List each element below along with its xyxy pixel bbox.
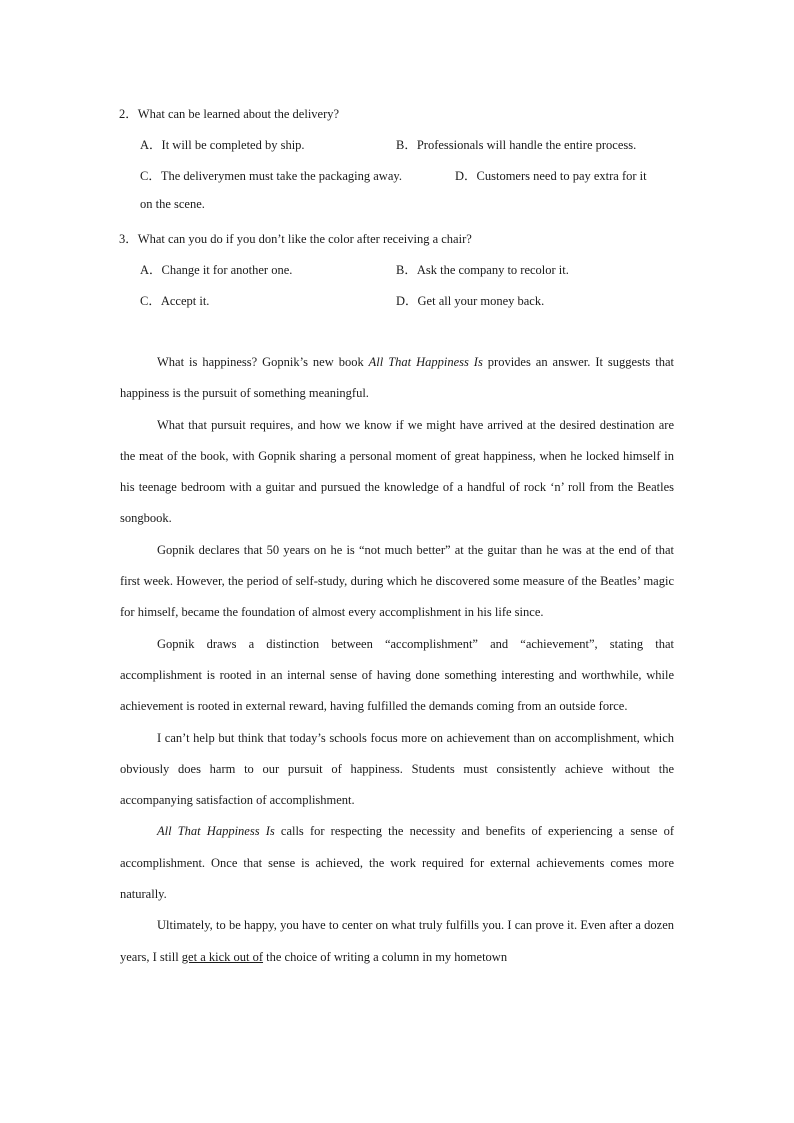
text-run: provides an answer. It suggests that happiness is the pursuit of something meaningful.	[120, 355, 675, 401]
option-a: A．It will be completed by ship.	[140, 138, 305, 152]
reading-passage	[120, 347, 674, 973]
paragraph-5: I can’t help but think that today’s schools focus more on achievement than on accomplishment, which obviously does harm to our pursuit of happiness. Students must consistently achieve without the accompanying satisfaction of accomplishment.	[120, 730, 674, 808]
book-title: All That Happiness Is	[368, 355, 483, 369]
paragraph-2: What that pursuit requires, and how we know if we might have arrived at the desired destination are the meat of the book, with Gopnik sharing a personal moment of great happiness, when he locked himself in his teenage bedroom with a guitar and pursued the knowledge of a handful of rock ‘n’ roll from the Beatles songbook.	[120, 417, 674, 526]
option-c: C．Accept it.	[140, 294, 210, 308]
question-number: 2．	[119, 107, 138, 121]
book-title: All That Happiness Is	[157, 824, 275, 839]
paragraph-6	[120, 816, 674, 910]
text-run: Ultimately, to be happy, you have to center on what truly fulfills you. I can prove it. Even after a dozen years, I still	[120, 918, 674, 964]
paragraph-4: Gopnik draws a distinction between “accomplishment” and “achievement”, stating that accomplishment is rooted in an internal sense of having done something interesting and worthwhile, while achievement is rooted in external reward, having fulfilled the demands coming from an outside force.	[120, 636, 674, 714]
question-number: 3．	[119, 232, 138, 246]
option-b: B．Ask the company to recolor it.	[396, 263, 569, 277]
paragraph-7	[120, 910, 674, 973]
paragraph-3: Gopnik declares that 50 years on he is “not much better” at the guitar than he was at the end of that first week. However, the period of self-study, during which he discovered some measure of the Beatles’ magic for himself, became the foundation of almost every accomplishment in his life since.	[120, 542, 674, 620]
option-c: C．The deliverymen must take the packaging away.	[140, 169, 402, 183]
underlined-phrase: get a kick out of	[181, 949, 264, 964]
option-d: D．Customers need to pay extra for it	[455, 169, 647, 183]
text-run: calls for respecting the necessity and benefits of experiencing a sense of accomplishment. Once that sense is achieved, the work required for external achievements comes more naturally.	[120, 824, 675, 902]
paragraph-1	[120, 347, 674, 410]
option-d-continued: on the scene.	[140, 197, 205, 211]
question-2	[119, 104, 339, 122]
option-b: B．Professionals will handle the entire process.	[396, 138, 637, 152]
text-run: the choice of writing a column in my hometown	[263, 949, 508, 964]
text-run: What is happiness? Gopnik’s new book	[157, 355, 369, 369]
option-a: A．Change it for another one.	[140, 263, 293, 277]
question-stem: What can be learned about the delivery?	[137, 107, 340, 121]
option-d: D．Get all your money back.	[396, 294, 545, 308]
question-3	[119, 229, 472, 247]
question-stem: What can you do if you don’t like the color after receiving a chair?	[137, 232, 472, 246]
